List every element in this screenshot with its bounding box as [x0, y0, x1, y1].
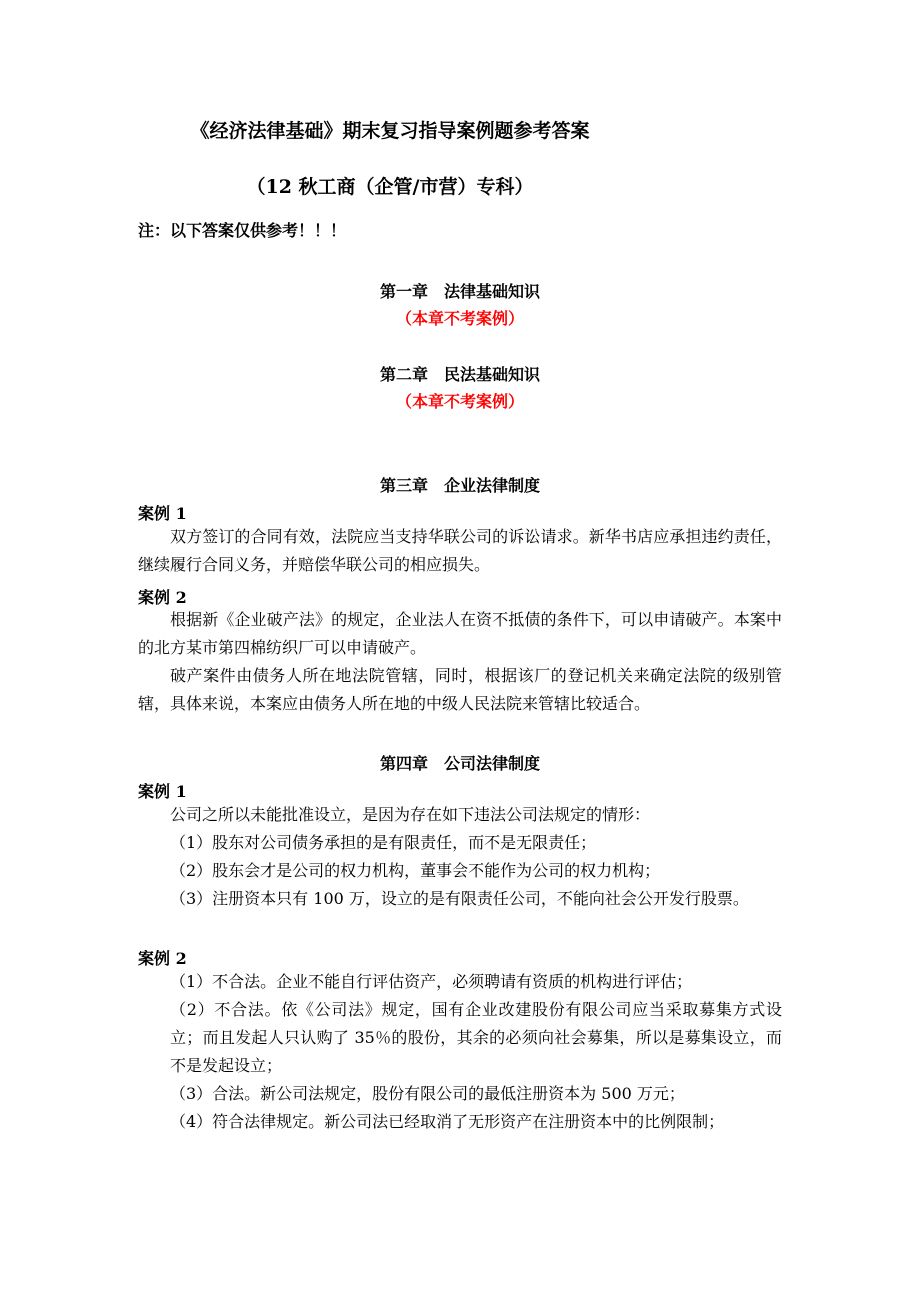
chapter-4-case-2-item-3: （3）合法。新公司法规定，股份有限公司的最低注册资本为 500 万元； [170, 1084, 685, 1103]
chapter-2-remark: （本章不考案例） [395, 392, 524, 411]
chapter-4-case-2-item-1: （1）不合法。企业不能自行评估资产，必须聘请有资质的机构进行评估； [170, 972, 693, 991]
disclaimer-note: 注：以下答案仅供参考！！！ [138, 221, 347, 240]
document-subtitle: （12 秋工商（企管/市营）专科） [246, 176, 534, 198]
chapter-1-remark: （本章不考案例） [395, 309, 524, 328]
chapter-4-case-1-item-1: （1）股东对公司债务承担的是有限责任，而不是无限责任； [170, 833, 597, 852]
chapter-3-case-2-paragraph-2: 破产案件由债务人所在地法院管辖，同时，根据该厂的登记机关来确定法院的级别管辖，具体来说，本案应由债务人所在地的中级人民法院来管辖比较适合。 [138, 666, 782, 713]
chapter-1-heading: 第一章 法律基础知识 [379, 282, 540, 301]
chapter-3-case-2-paragraph-1: 根据新《企业破产法》的规定，企业法人在资不抵债的条件下，可以申请破产。本案中的北方某市第四棉纺织厂可以申请破产。 [138, 610, 782, 657]
chapter-4-case-1-intro: 公司之所以未能批准设立，是因为存在如下违法公司法规定的情形： [170, 805, 651, 824]
chapter-3-case-1-label: 案例 1 [138, 504, 187, 523]
chapter-4-case-2-item-2: （2）不合法。依《公司法》规定，国有企业改建股份有限公司应当采取募集方式设立；而且发起人只认购了 35％的股份，其余的必须向社会募集，所以是募集设立，而不是发起设立； [170, 1000, 782, 1075]
chapter-2-heading: 第二章 民法基础知识 [379, 365, 540, 384]
document-title: 《经济法律基础》期末复习指导案例题参考答案 [190, 120, 590, 142]
chapter-3-case-2-label: 案例 2 [138, 588, 187, 607]
chapter-4-case-1-label: 案例 1 [138, 782, 187, 801]
chapter-3-case-1-paragraph: 双方签订的合同有效，法院应当支持华联公司的诉讼请求。新华书店应承担违约责任，继续履行合同义务，并赔偿华联公司的相应损失。 [138, 527, 782, 574]
chapter-4-case-1-item-2: （2）股东会才是公司的权力机构，董事会不能作为公司的权力机构； [170, 861, 661, 880]
chapter-4-case-2-item-4: （4）符合法律规定。新公司法已经取消了无形资产在注册资本中的比例限制； [170, 1112, 725, 1131]
chapter-3-heading: 第三章 企业法律制度 [379, 476, 540, 495]
chapter-4-heading: 第四章 公司法律制度 [379, 754, 540, 773]
chapter-4-case-2-label: 案例 2 [138, 949, 187, 968]
chapter-4-case-1-item-3: （3）注册资本只有 100 万，设立的是有限责任公司，不能向社会公开发行股票。 [170, 889, 749, 908]
